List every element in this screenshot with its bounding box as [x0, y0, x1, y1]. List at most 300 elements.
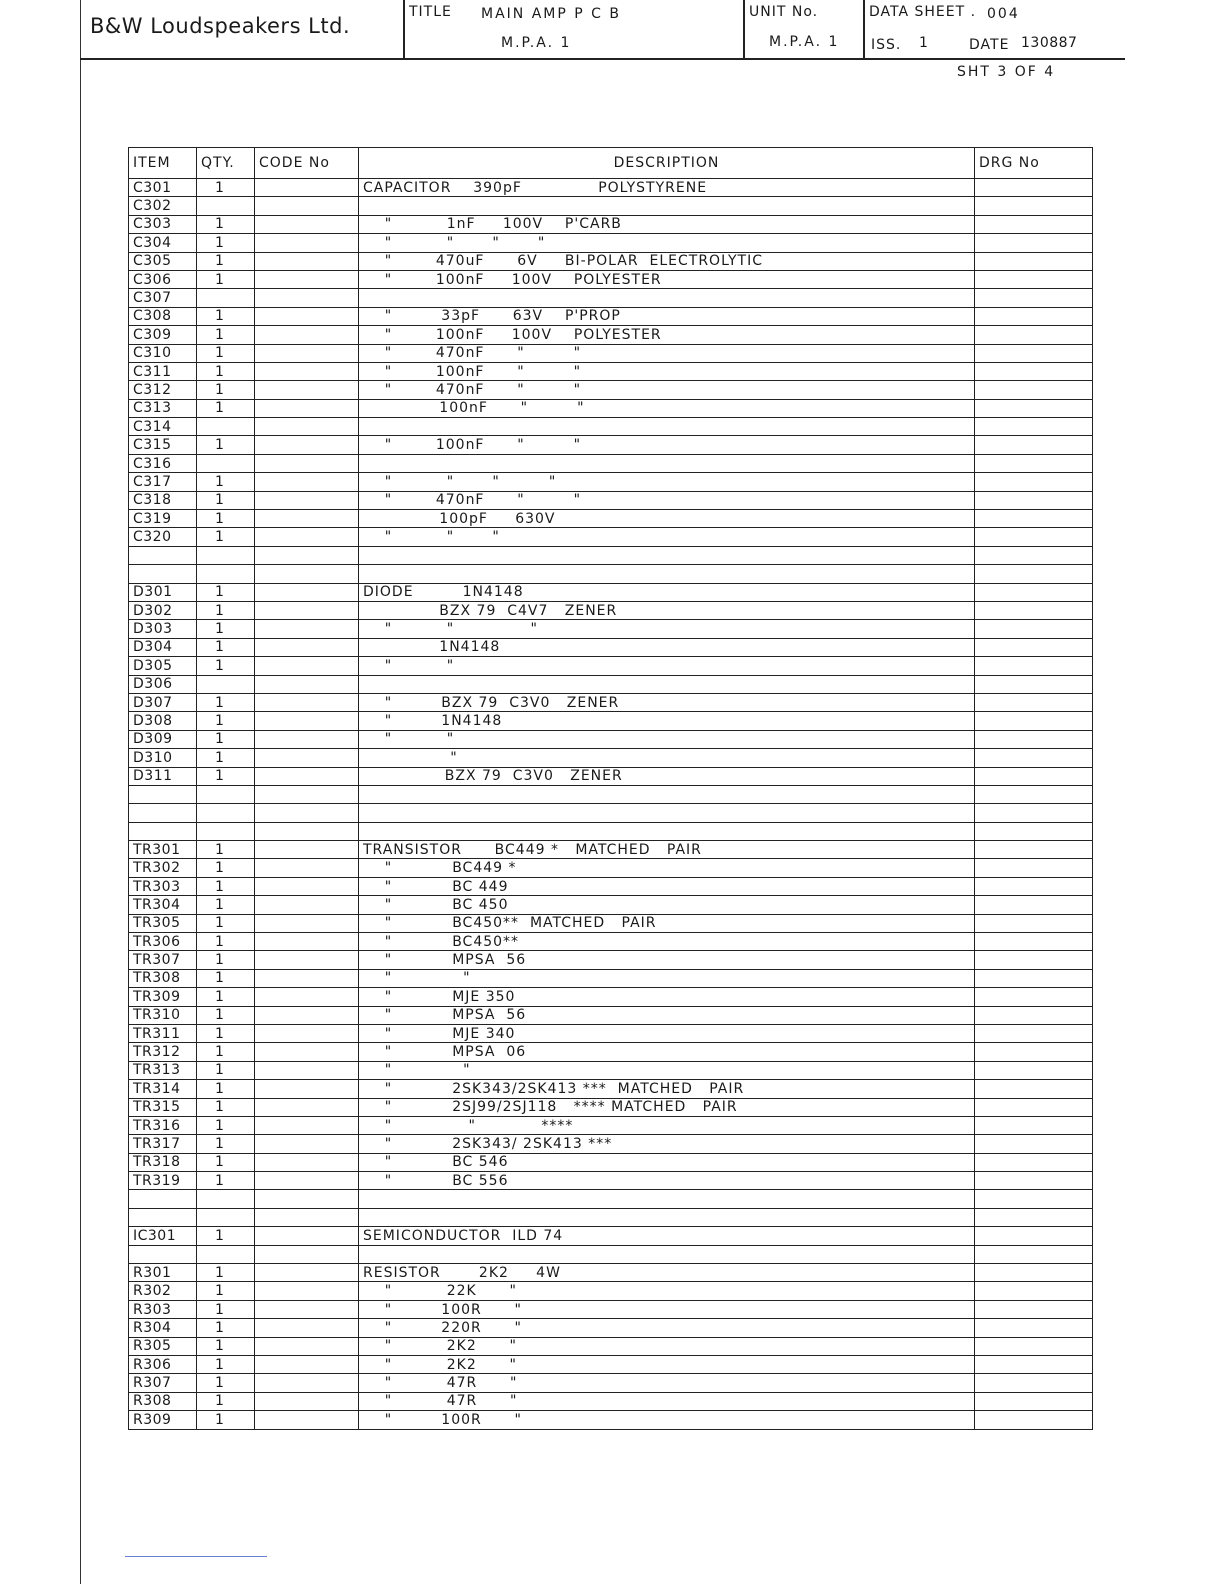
drg-cell	[975, 951, 1093, 969]
code-cell	[255, 270, 359, 288]
drg-cell	[975, 693, 1093, 711]
qty-cell: 1	[197, 252, 255, 270]
drg-cell	[975, 565, 1093, 583]
qty-cell: 1	[197, 1282, 255, 1300]
table-row	[129, 914, 1093, 932]
drg-cell	[975, 289, 1093, 307]
code-cell	[255, 454, 359, 472]
sheet-number: SHT 3 OF 4	[957, 64, 1056, 80]
code-cell	[255, 657, 359, 675]
drg-cell	[975, 1006, 1093, 1024]
item-cell: C320	[129, 528, 197, 546]
datasheet-label: DATA SHEET .	[869, 4, 977, 20]
code-cell	[255, 436, 359, 454]
description-cell: " "	[359, 730, 975, 748]
description-cell: " 470uF 6V BI-POLAR ELECTROLYTIC	[359, 252, 975, 270]
item-cell: TR311	[129, 1024, 197, 1042]
item-cell: TR308	[129, 969, 197, 987]
table-row	[129, 1098, 1093, 1116]
description-cell: " 470nF " "	[359, 344, 975, 362]
description-cell	[359, 1190, 975, 1208]
description-cell: " MJE 340	[359, 1024, 975, 1042]
code-cell	[255, 859, 359, 877]
qty-cell: 1	[197, 1080, 255, 1098]
table-row	[129, 546, 1093, 564]
code-cell	[255, 215, 359, 233]
header-description: DESCRIPTION	[359, 148, 975, 179]
description-cell: SEMICONDUCTOR ILD 74	[359, 1227, 975, 1245]
description-cell: " MPSA 56	[359, 1006, 975, 1024]
qty-cell: 1	[197, 1061, 255, 1079]
description-cell: BZX 79 C3V0 ZENER	[359, 767, 975, 785]
code-cell	[255, 1116, 359, 1134]
item-cell: TR303	[129, 877, 197, 895]
code-cell	[255, 1337, 359, 1355]
drg-cell	[975, 749, 1093, 767]
unit-label: UNIT No.	[749, 4, 819, 20]
table-row	[129, 620, 1093, 638]
item-cell	[129, 822, 197, 840]
code-cell	[255, 988, 359, 1006]
drg-cell	[975, 841, 1093, 859]
qty-cell: 1	[197, 399, 255, 417]
description-cell: "	[359, 749, 975, 767]
description-cell: " 470nF " "	[359, 491, 975, 509]
qty-cell: 1	[197, 1116, 255, 1134]
table-row	[129, 785, 1093, 803]
description-cell: " 2SK343/ 2SK413 ***	[359, 1135, 975, 1153]
table-row	[129, 1024, 1093, 1042]
drg-cell	[975, 914, 1093, 932]
drg-cell	[975, 436, 1093, 454]
code-cell	[255, 877, 359, 895]
drg-cell	[975, 804, 1093, 822]
description-cell: 1N4148	[359, 638, 975, 656]
code-cell	[255, 1227, 359, 1245]
description-cell: " 220R "	[359, 1319, 975, 1337]
item-cell: C310	[129, 344, 197, 362]
qty-cell: 1	[197, 234, 255, 252]
item-cell: C305	[129, 252, 197, 270]
qty-cell: 1	[197, 1300, 255, 1318]
table-row	[129, 510, 1093, 528]
item-cell	[129, 1190, 197, 1208]
drg-cell	[975, 601, 1093, 619]
item-cell: D304	[129, 638, 197, 656]
date-value: 130887	[1021, 35, 1078, 51]
title-line1: MAIN AMP P C B	[481, 6, 621, 22]
code-cell	[255, 179, 359, 197]
description-cell: " 2K2 "	[359, 1356, 975, 1374]
description-cell	[359, 197, 975, 215]
table-row	[129, 473, 1093, 491]
code-cell	[255, 675, 359, 693]
description-cell	[359, 675, 975, 693]
drg-cell	[975, 988, 1093, 1006]
table-row	[129, 1300, 1093, 1318]
code-cell	[255, 1208, 359, 1226]
description-cell: DIODE 1N4148	[359, 583, 975, 601]
description-cell: " 100R "	[359, 1300, 975, 1318]
drg-cell	[975, 1061, 1093, 1079]
drg-cell	[975, 1172, 1093, 1190]
code-cell	[255, 1061, 359, 1079]
qty-cell: 1	[197, 326, 255, 344]
code-cell	[255, 620, 359, 638]
description-cell: " 100nF 100V POLYESTER	[359, 270, 975, 288]
title-block	[80, 0, 1125, 60]
code-cell	[255, 252, 359, 270]
table-row	[129, 749, 1093, 767]
page-left-rule	[80, 0, 81, 1584]
code-cell	[255, 1282, 359, 1300]
item-cell: TR316	[129, 1116, 197, 1134]
description-cell: " BC450** MATCHED PAIR	[359, 914, 975, 932]
qty-cell	[197, 418, 255, 436]
table-row	[129, 1172, 1093, 1190]
qty-cell: 1	[197, 841, 255, 859]
item-cell: D306	[129, 675, 197, 693]
drg-cell	[975, 234, 1093, 252]
qty-cell: 1	[197, 1337, 255, 1355]
code-cell	[255, 785, 359, 803]
qty-cell: 1	[197, 270, 255, 288]
item-cell: TR301	[129, 841, 197, 859]
drg-cell	[975, 270, 1093, 288]
header-item: ITEM	[129, 148, 197, 179]
item-cell: TR307	[129, 951, 197, 969]
description-cell: " " " "	[359, 234, 975, 252]
qty-cell: 1	[197, 510, 255, 528]
table-row	[129, 399, 1093, 417]
item-cell: C308	[129, 307, 197, 325]
code-cell	[255, 1172, 359, 1190]
qty-cell: 1	[197, 1172, 255, 1190]
drg-cell	[975, 896, 1093, 914]
description-cell: " 2K2 "	[359, 1337, 975, 1355]
date-label: DATE	[969, 37, 1010, 53]
qty-cell: 1	[197, 749, 255, 767]
item-cell: C309	[129, 326, 197, 344]
code-cell	[255, 969, 359, 987]
item-cell	[129, 546, 197, 564]
item-cell: D301	[129, 583, 197, 601]
qty-cell: 1	[197, 712, 255, 730]
code-cell	[255, 767, 359, 785]
qty-cell: 1	[197, 1135, 255, 1153]
code-cell	[255, 1006, 359, 1024]
table-row	[129, 565, 1093, 583]
drg-cell	[975, 877, 1093, 895]
table-row	[129, 877, 1093, 895]
qty-cell	[197, 546, 255, 564]
description-cell: " MPSA 06	[359, 1043, 975, 1061]
item-cell: C302	[129, 197, 197, 215]
qty-cell: 1	[197, 344, 255, 362]
code-cell	[255, 1300, 359, 1318]
drg-cell	[975, 510, 1093, 528]
qty-cell: 1	[197, 473, 255, 491]
qty-cell	[197, 822, 255, 840]
description-cell: " BC449 *	[359, 859, 975, 877]
code-cell	[255, 712, 359, 730]
description-cell: " 22K "	[359, 1282, 975, 1300]
item-cell: C316	[129, 454, 197, 472]
datasheet-cell	[863, 0, 1127, 58]
table-row	[129, 1374, 1093, 1392]
code-cell	[255, 362, 359, 380]
title-cell	[403, 0, 743, 58]
description-cell: " "	[359, 1061, 975, 1079]
unit-cell	[743, 0, 865, 58]
qty-cell: 1	[197, 1153, 255, 1171]
table-row	[129, 1392, 1093, 1410]
item-cell: TR314	[129, 1080, 197, 1098]
description-cell: 100pF 630V	[359, 510, 975, 528]
item-cell: TR318	[129, 1153, 197, 1171]
table-row	[129, 951, 1093, 969]
code-cell	[255, 822, 359, 840]
qty-cell: 1	[197, 362, 255, 380]
code-cell	[255, 1024, 359, 1042]
header-drg: DRG No	[975, 148, 1093, 179]
code-cell	[255, 896, 359, 914]
code-cell	[255, 473, 359, 491]
item-cell: R303	[129, 1300, 197, 1318]
description-cell: " 100nF " "	[359, 362, 975, 380]
item-cell: C312	[129, 381, 197, 399]
description-cell: " " "	[359, 528, 975, 546]
item-cell: C306	[129, 270, 197, 288]
code-cell	[255, 749, 359, 767]
description-cell	[359, 454, 975, 472]
qty-cell	[197, 197, 255, 215]
item-cell: R309	[129, 1411, 197, 1429]
description-cell: " 2SJ99/2SJ118 **** MATCHED PAIR	[359, 1098, 975, 1116]
item-cell: TR310	[129, 1006, 197, 1024]
table-row	[129, 933, 1093, 951]
item-cell	[129, 1245, 197, 1263]
table-row	[129, 270, 1093, 288]
code-cell	[255, 1392, 359, 1410]
drg-cell	[975, 1356, 1093, 1374]
item-cell	[129, 804, 197, 822]
description-cell: CAPACITOR 390pF POLYSTYRENE	[359, 179, 975, 197]
description-cell: " "	[359, 657, 975, 675]
title-line2: M.P.A. 1	[501, 35, 572, 51]
table-row	[129, 1153, 1093, 1171]
qty-cell: 1	[197, 436, 255, 454]
drg-cell	[975, 933, 1093, 951]
qty-cell	[197, 785, 255, 803]
drg-cell	[975, 1098, 1093, 1116]
bottom-scan-mark	[125, 1556, 267, 1557]
table-row	[129, 344, 1093, 362]
code-cell	[255, 418, 359, 436]
table-row	[129, 418, 1093, 436]
drg-cell	[975, 528, 1093, 546]
company-name: B&W Loudspeakers Ltd.	[90, 14, 351, 38]
table-row	[129, 804, 1093, 822]
datasheet-value: 004	[987, 6, 1020, 22]
drg-cell	[975, 1135, 1093, 1153]
qty-cell: 1	[197, 657, 255, 675]
drg-cell	[975, 546, 1093, 564]
code-cell	[255, 601, 359, 619]
qty-cell	[197, 804, 255, 822]
code-cell	[255, 399, 359, 417]
qty-cell: 1	[197, 693, 255, 711]
table-row	[129, 1245, 1093, 1263]
table-header-row	[129, 148, 1093, 179]
qty-cell: 1	[197, 528, 255, 546]
header-code: CODE No	[255, 148, 359, 179]
qty-cell: 1	[197, 307, 255, 325]
item-cell: C311	[129, 362, 197, 380]
qty-cell: 1	[197, 877, 255, 895]
table-row	[129, 454, 1093, 472]
table-row	[129, 1135, 1093, 1153]
drg-cell	[975, 1337, 1093, 1355]
drg-cell	[975, 197, 1093, 215]
item-cell: D307	[129, 693, 197, 711]
drg-cell	[975, 583, 1093, 601]
qty-cell	[197, 289, 255, 307]
drg-cell	[975, 1411, 1093, 1429]
qty-cell: 1	[197, 1043, 255, 1061]
code-cell	[255, 583, 359, 601]
unit-value: M.P.A. 1	[769, 34, 840, 50]
drg-cell	[975, 1245, 1093, 1263]
table-row	[129, 326, 1093, 344]
drg-cell	[975, 1024, 1093, 1042]
header-qty: QTY.	[197, 148, 255, 179]
description-cell: " BC 450	[359, 896, 975, 914]
qty-cell: 1	[197, 988, 255, 1006]
qty-cell: 1	[197, 381, 255, 399]
item-cell: D311	[129, 767, 197, 785]
item-cell: R306	[129, 1356, 197, 1374]
table-row	[129, 730, 1093, 748]
code-cell	[255, 344, 359, 362]
table-row	[129, 1282, 1093, 1300]
drg-cell	[975, 418, 1093, 436]
item-cell: R301	[129, 1264, 197, 1282]
code-cell	[255, 289, 359, 307]
qty-cell: 1	[197, 1392, 255, 1410]
table-row	[129, 1208, 1093, 1226]
description-cell	[359, 804, 975, 822]
drg-cell	[975, 675, 1093, 693]
description-cell: " BZX 79 C3V0 ZENER	[359, 693, 975, 711]
item-cell: C314	[129, 418, 197, 436]
drg-cell	[975, 1190, 1093, 1208]
table-row	[129, 1264, 1093, 1282]
parts-list-table	[128, 147, 1093, 1430]
table-row	[129, 215, 1093, 233]
item-cell: TR305	[129, 914, 197, 932]
code-cell	[255, 1411, 359, 1429]
item-cell: D305	[129, 657, 197, 675]
item-cell: TR319	[129, 1172, 197, 1190]
drg-cell	[975, 969, 1093, 987]
code-cell	[255, 1043, 359, 1061]
table-row	[129, 657, 1093, 675]
item-cell: C318	[129, 491, 197, 509]
table-row	[129, 638, 1093, 656]
qty-cell: 1	[197, 951, 255, 969]
table-row	[129, 362, 1093, 380]
item-cell: TR309	[129, 988, 197, 1006]
item-cell: R304	[129, 1319, 197, 1337]
code-cell	[255, 841, 359, 859]
item-cell: C301	[129, 179, 197, 197]
table-row	[129, 1116, 1093, 1134]
description-cell: " 100nF 100V POLYESTER	[359, 326, 975, 344]
item-cell: D309	[129, 730, 197, 748]
code-cell	[255, 914, 359, 932]
description-cell	[359, 785, 975, 803]
qty-cell: 1	[197, 638, 255, 656]
table-row	[129, 822, 1093, 840]
code-cell	[255, 307, 359, 325]
drg-cell	[975, 1116, 1093, 1134]
description-cell	[359, 1208, 975, 1226]
drg-cell	[975, 491, 1093, 509]
table-row	[129, 1411, 1093, 1429]
description-cell	[359, 546, 975, 564]
qty-cell	[197, 565, 255, 583]
drg-cell	[975, 712, 1093, 730]
qty-cell	[197, 1208, 255, 1226]
table-row	[129, 988, 1093, 1006]
item-cell: TR317	[129, 1135, 197, 1153]
qty-cell: 1	[197, 914, 255, 932]
drg-cell	[975, 1208, 1093, 1226]
qty-cell: 1	[197, 601, 255, 619]
drg-cell	[975, 1227, 1093, 1245]
drg-cell	[975, 785, 1093, 803]
description-cell: BZX 79 C4V7 ZENER	[359, 601, 975, 619]
table-row	[129, 1061, 1093, 1079]
drg-cell	[975, 454, 1093, 472]
drg-cell	[975, 638, 1093, 656]
drg-cell	[975, 473, 1093, 491]
qty-cell	[197, 675, 255, 693]
qty-cell: 1	[197, 1227, 255, 1245]
description-cell: " 100R "	[359, 1411, 975, 1429]
qty-cell: 1	[197, 859, 255, 877]
description-cell: " 1nF 100V P'CARB	[359, 215, 975, 233]
item-cell: C307	[129, 289, 197, 307]
item-cell: D310	[129, 749, 197, 767]
table-row	[129, 841, 1093, 859]
code-cell	[255, 951, 359, 969]
item-cell: C315	[129, 436, 197, 454]
drg-cell	[975, 1319, 1093, 1337]
table-row	[129, 197, 1093, 215]
code-cell	[255, 1153, 359, 1171]
table-row	[129, 491, 1093, 509]
table-row	[129, 436, 1093, 454]
description-cell: " 47R "	[359, 1374, 975, 1392]
description-cell: RESISTOR 2K2 4W	[359, 1264, 975, 1282]
description-cell: " 470nF " "	[359, 381, 975, 399]
item-cell: TR302	[129, 859, 197, 877]
description-cell	[359, 822, 975, 840]
description-cell: " " ****	[359, 1116, 975, 1134]
code-cell	[255, 528, 359, 546]
